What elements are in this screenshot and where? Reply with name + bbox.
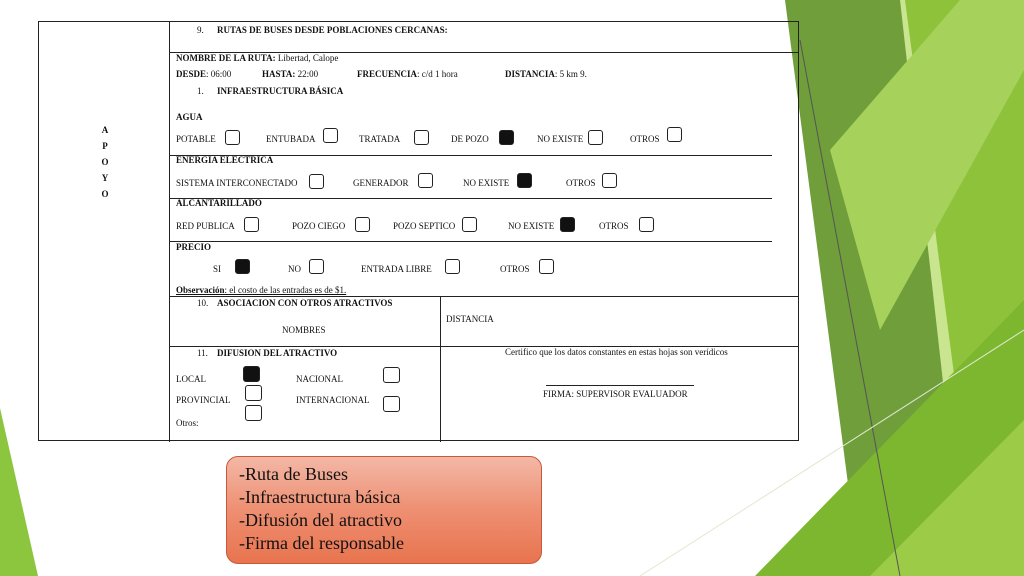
precio-si-label: SI [213,264,222,274]
callout-line: -Ruta de Buses [239,464,348,484]
section-10-title: ASOCIACION CON OTROS ATRACTIVOS [217,298,393,308]
agua-potable-label: POTABLE [176,134,216,144]
energia-sistema-label: SISTEMA INTERCONECTADO [176,178,298,188]
desde-label: DESDE [176,69,207,79]
energia-noexiste-checkbox[interactable] [517,173,532,188]
distancia-value: : 5 km 9. [554,69,587,79]
difusion-nacional-label: NACIONAL [296,374,343,384]
precio-entrada-label: ENTRADA LIBRE [361,264,432,274]
difusion-provincial-label: PROVINCIAL [176,395,231,405]
energia-otros-label: OTROS [566,178,596,188]
section-11-number: 11. [197,348,208,358]
callout-line: -Firma del responsable [239,533,404,553]
precio-otros-label: OTROS [500,264,530,274]
observacion-row [176,285,346,296]
apoyo-letter: O [101,189,109,199]
hasta-value: 22:00 [297,69,319,79]
left-green-shape [0,408,38,576]
signature-caption: FIRMA: SUPERVISOR EVALUADOR [543,389,688,399]
agua-depozo-checkbox[interactable] [499,130,514,145]
difusion-otros-checkbox[interactable] [245,405,262,421]
infra-title: INFRAESTRUCTURA BÁSICA [217,86,344,96]
agua-tratada-checkbox[interactable] [414,130,429,145]
section-10-nombres: NOMBRES [282,325,326,335]
agua-noexiste-label: NO EXISTE [537,134,584,144]
alc-noexiste-checkbox[interactable] [560,217,575,232]
apoyo-column-divider [169,22,170,442]
frecuencia-label: FRECUENCIA [357,69,418,79]
apoyo-letter: P [102,141,108,151]
precio-si-checkbox[interactable] [235,259,250,274]
agua-tratada-label: TRATADA [359,134,401,144]
agua-title: AGUA [176,112,203,122]
alc-red-label: RED PUBLICA [176,221,235,231]
energia-sistema-checkbox[interactable] [309,174,324,189]
route-name-label: NOMBRE DE LA RUTA: [176,53,276,63]
agua-otros-label: OTROS [630,134,660,144]
difusion-internacional-checkbox[interactable] [383,396,400,412]
alc-ciego-checkbox[interactable] [355,217,370,232]
observacion-label: Observación [176,285,225,295]
section-9-title: RUTAS DE BUSES DESDE POBLACIONES CERCANAS: [217,25,448,35]
difusion-otros-label: Otros: [176,418,199,428]
agua-noexiste-checkbox[interactable] [588,130,603,145]
energia-otros-checkbox[interactable] [602,173,617,188]
difusion-internacional-label: INTERNACIONAL [296,395,370,405]
form-rule [169,241,772,242]
section-10-distancia: DISTANCIA [446,314,494,324]
frecuencia-value: : c/d 1 hora [417,69,458,79]
alc-septico-checkbox[interactable] [462,217,477,232]
precio-no-label: NO [288,264,301,274]
difusion-local-checkbox[interactable] [243,366,260,382]
hasta-field [262,69,318,80]
energia-generador-label: GENERADOR [353,178,409,188]
precio-no-checkbox[interactable] [309,259,324,274]
summary-callout [226,456,542,564]
observacion-text: : el costo de las entradas es de $1. [224,285,347,295]
alc-noexiste-label: NO EXISTE [508,221,555,231]
certification-text: Certifico que los datos constantes en estas hojas son verídicos [505,347,728,357]
precio-title: PRECIO [176,242,212,252]
alcantarillado-title: ALCANTARILLADO [176,198,262,208]
apoyo-letter: Y [101,173,109,183]
precio-otros-checkbox[interactable] [539,259,554,274]
energia-title: ENERGIA ELECTRICA [176,155,274,165]
section-11-title: DIFUSION DEL ATRACTIVO [217,348,338,358]
hasta-label: HASTA: [262,69,296,79]
alc-ciego-label: POZO CIEGO [292,221,346,231]
route-name-row [176,53,338,64]
difusion-local-label: LOCAL [176,374,206,384]
frecuencia-field [357,69,458,80]
agua-otros-checkbox[interactable] [667,127,682,142]
energia-generador-checkbox[interactable] [418,173,433,188]
desde-field [176,69,231,80]
desde-value: : 06:00 [206,69,232,79]
signature-line [546,385,694,386]
energia-noexiste-label: NO EXISTE [463,178,510,188]
callout-line: -Infraestructura básica [239,487,401,507]
infra-number: 1. [197,86,204,96]
agua-depozo-label: DE POZO [451,134,489,144]
agua-entubada-label: ENTUBADA [266,134,316,144]
callout-line: -Difusión del atractivo [239,510,402,530]
form-rule [169,296,799,297]
route-name-value: Libertad, Calope [277,53,339,63]
alc-otros-label: OTROS [599,221,629,231]
agua-potable-checkbox[interactable] [225,130,240,145]
difusion-provincial-checkbox[interactable] [245,385,262,401]
section-9-number: 9. [197,25,204,35]
apoyo-vertical-label [100,122,110,202]
section-10-number: 10. [197,298,209,308]
apoyo-letter: A [101,125,109,135]
distancia-field [505,69,587,80]
difusion-nacional-checkbox[interactable] [383,367,400,383]
precio-entrada-checkbox[interactable] [445,259,460,274]
apoyo-letter: O [101,157,109,167]
alc-otros-checkbox[interactable] [639,217,654,232]
section-divider [440,296,441,442]
agua-entubada-checkbox[interactable] [323,128,338,143]
distancia-label: DISTANCIA [505,69,555,79]
alc-septico-label: POZO SEPTICO [393,221,456,231]
alc-red-checkbox[interactable] [244,217,259,232]
